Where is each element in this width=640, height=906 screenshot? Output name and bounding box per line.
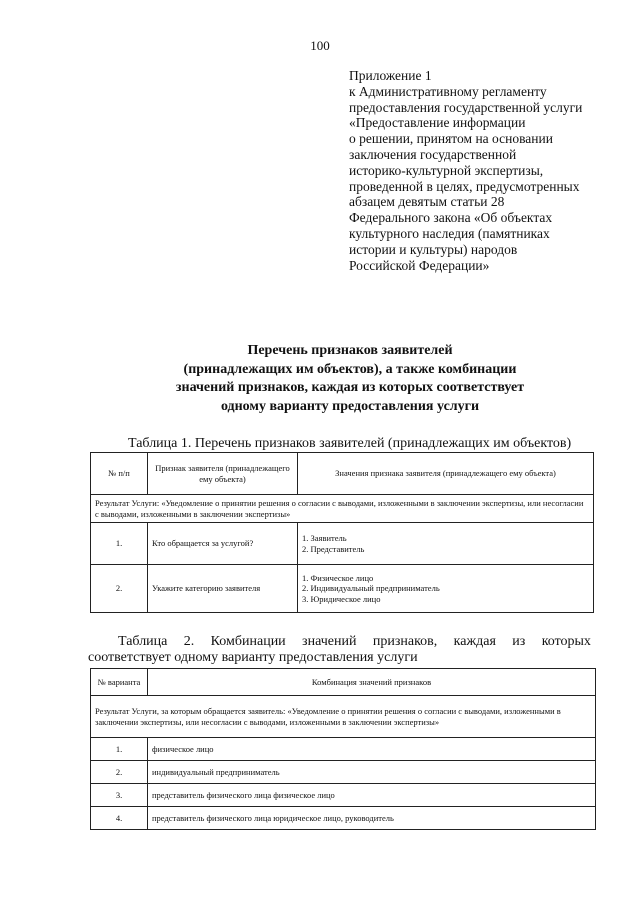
table-header-row (91, 669, 596, 696)
column-header: Признак заявителя (принадлежащего ему объекта) (148, 453, 298, 495)
variant-number: 3. (91, 784, 148, 807)
document-title (0, 342, 640, 416)
column-header: № варианта (91, 669, 148, 696)
table-row (91, 807, 596, 830)
caption-word: из (512, 634, 526, 649)
row-number: 2. (91, 565, 148, 613)
service-result-cell: Результат Услуги, за которым обращается заявитель: «Уведомление о принятии решения о согласии с выводами, изложенными в заключении экспертизы, или несогласии с выводами, изложенными в заключении экспертизы» (91, 696, 596, 738)
value-item: 2. Представитель (302, 543, 365, 554)
values-cell (298, 565, 594, 613)
value-item: 3. Юридическое лицо (302, 593, 381, 604)
annex-heading (349, 68, 609, 273)
combination-cell: представитель физического лица физическое лицо (148, 784, 596, 807)
value-item: 1. Физическое лицо (302, 572, 374, 583)
table-row (91, 495, 594, 523)
table2-caption (88, 634, 591, 665)
column-header: Значения признака заявителя (принадлежащего ему объекта) (298, 453, 594, 495)
annex-line: проведенной в целях, предусмотренных (349, 178, 580, 194)
feature-cell: Укажите категорию заявителя (148, 565, 298, 613)
title-line: значений признаков, каждая из которых соответствует (175, 380, 525, 395)
caption-line: соответствует одному варианту предоставления услуги (88, 649, 418, 665)
service-result-cell: Результат Услуги: «Уведомление о принятии решения о согласии с выводами, изложенными в заключении экспертизы, или несогласии с выводами, изложенными в заключении экспертизы» (91, 495, 594, 523)
combination-cell: физическое лицо (148, 738, 596, 761)
title-line: (принадлежащих им объектов), а также комбинации (183, 361, 517, 377)
annex-line: к Административному регламенту (349, 83, 547, 99)
page-number: 100 (310, 38, 330, 53)
variant-number: 2. (91, 761, 148, 784)
table-row (91, 696, 596, 738)
caption-word: Комбинации (210, 634, 286, 649)
annex-line: абзацем девятым статьи 28 (349, 194, 505, 210)
column-header: № п/п (91, 453, 148, 495)
applicant-features-table (90, 452, 594, 613)
caption-word: значений (302, 634, 357, 649)
combinations-table (90, 668, 596, 830)
annex-line: культурного наследия (памятниках (349, 225, 550, 241)
annex-line: Федерального закона «Об объектах (349, 210, 553, 226)
table-row (91, 784, 596, 807)
annex-line: Российской Федерации» (349, 257, 490, 273)
table-row (91, 738, 596, 761)
caption-word: признаков, (372, 634, 438, 649)
annex-line: заключения государственной (349, 146, 517, 162)
value-item: 2. Индивидуальный предприниматель (302, 583, 440, 594)
variant-number: 1. (91, 738, 148, 761)
annex-line: историко-культурной экспертизы, (349, 162, 544, 178)
caption-word: которых (541, 634, 591, 649)
table-row (91, 565, 594, 613)
caption-word: Таблица (118, 634, 168, 649)
annex-line: предоставления государственной услуги (349, 99, 583, 115)
table-row (91, 523, 594, 565)
title-line: одному варианту предоставления услуги (220, 398, 480, 414)
column-header: Комбинация значений признаков (148, 669, 596, 696)
value-item: 1. Заявитель (302, 533, 347, 543)
title-line: Перечень признаков заявителей (247, 343, 453, 358)
table1-caption: Таблица 1. Перечень признаков заявителей (принадлежащих им объектов) (128, 436, 572, 451)
row-number: 1. (91, 523, 148, 565)
combination-cell: индивидуальный предприниматель (148, 761, 596, 784)
feature-cell: Кто обращается за услугой? (148, 523, 298, 565)
combination-cell: представитель физического лица юридическое лицо, руководитель (148, 807, 596, 830)
variant-number: 4. (91, 807, 148, 830)
caption-word: каждая (453, 634, 496, 649)
annex-line: о решении, принятом на основании (349, 131, 553, 147)
caption-word: 2. (183, 634, 195, 649)
values-cell (298, 523, 594, 565)
table-row (91, 761, 596, 784)
annex-line: Приложение 1 (349, 68, 432, 83)
table-header-row (91, 453, 594, 495)
annex-line: «Предоставление информации (349, 115, 526, 131)
annex-line: истории и культуры) народов (349, 241, 518, 257)
